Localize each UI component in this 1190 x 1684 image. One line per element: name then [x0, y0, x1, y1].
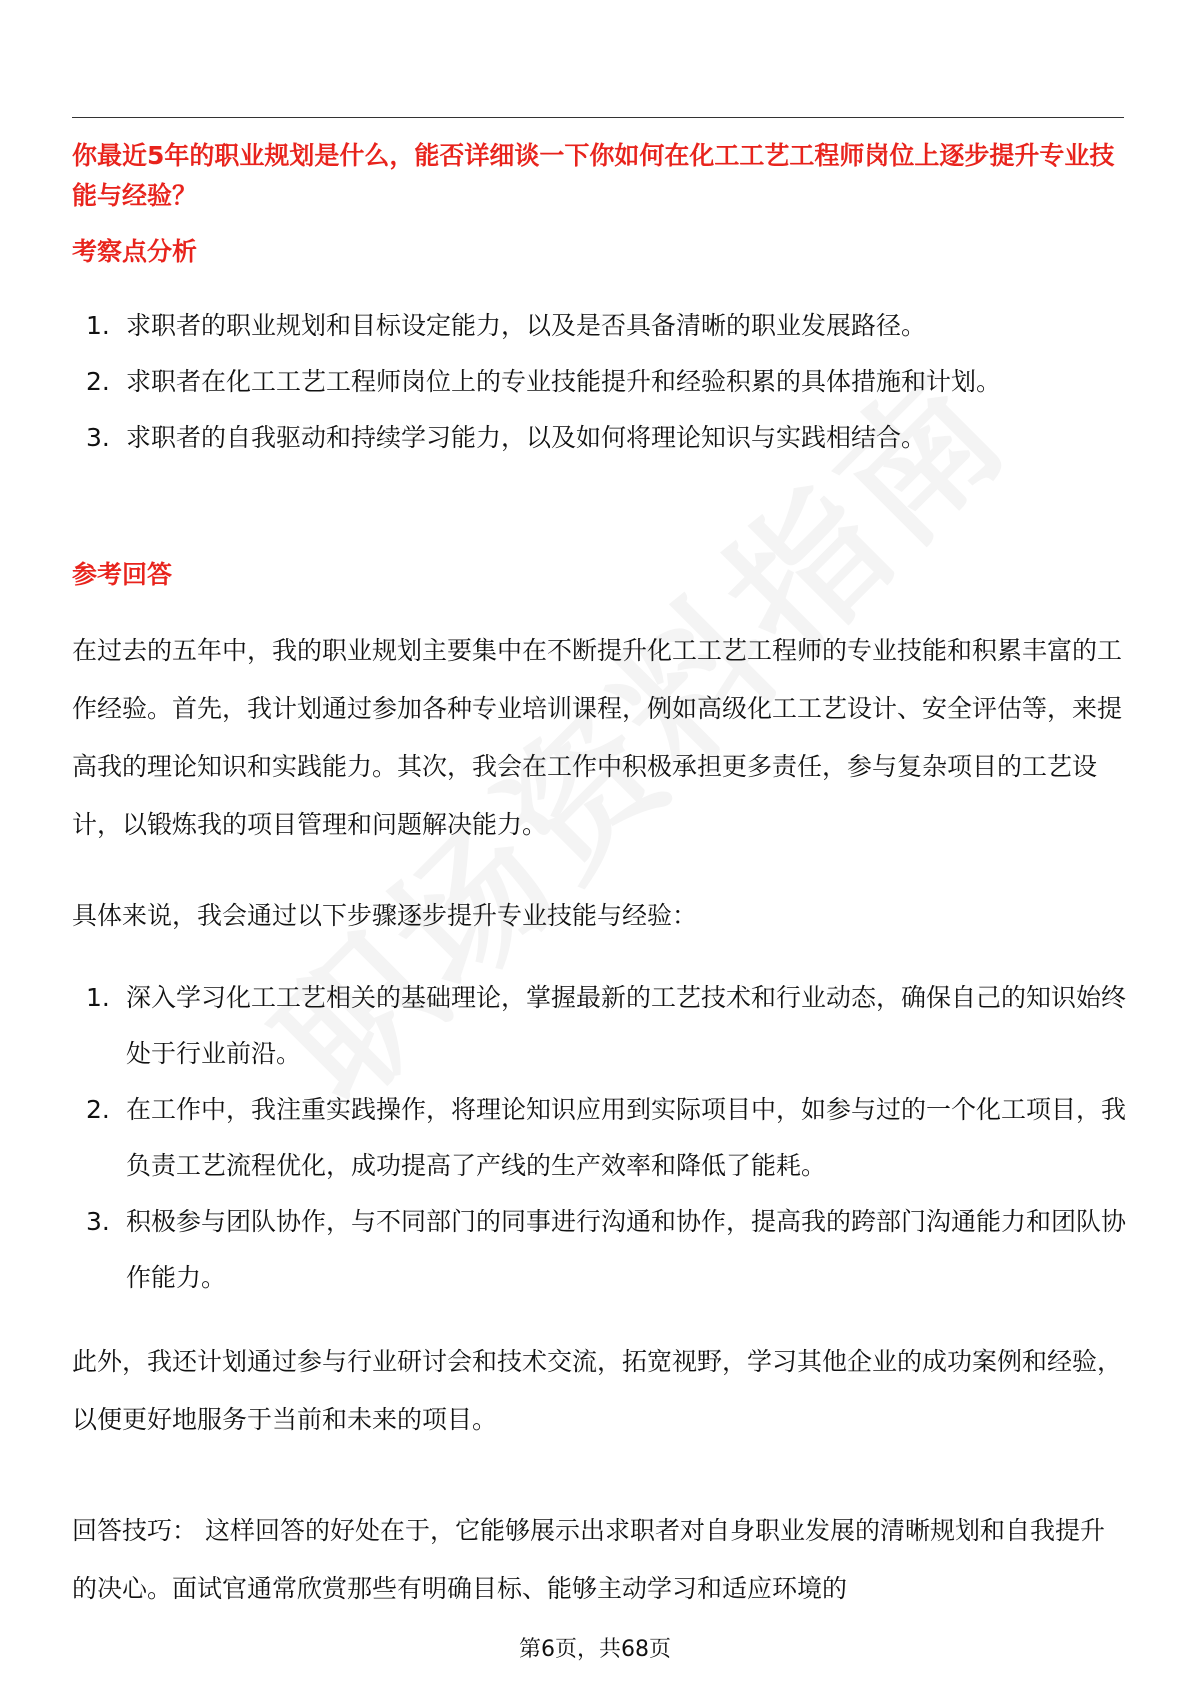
answer-heading: 参考回答 [72, 560, 173, 589]
list-item [72, 1082, 1132, 1194]
steps-list [72, 970, 1132, 1306]
list-item-text: 积极参与团队协作，与不同部门的同事进行沟通和协作，提高我的跨部门沟通能力和团队协作能力。 [126, 1207, 1127, 1292]
list-item [72, 1194, 1132, 1306]
list-item [72, 354, 1132, 410]
list-number: 1. [86, 311, 110, 340]
answer-paragraph-steps-lead: 具体来说，我会通过以下步骤逐步提升专业技能与经验： [72, 901, 698, 930]
answer-paragraph-intro: 在过去的五年中，我的职业规划主要集中在不断提升化工工艺工程师的专业技能和积累丰富的工作经验。首先，我计划通过参加各种专业培训课程，例如高级化工工艺设计、安全评估等，来提高我的理论知识和实践能力。其次，我会在工作中积极承担更多责任，参与复杂项目的工艺设计，以锻炼我的项目管理和问题解决能力。 [72, 636, 1123, 839]
answer-tips-paragraph: 回答技巧： 这样回答的好处在于，它能够展示出求职者对自身职业发展的清晰规划和自我提升的决心。面试官通常欣赏那些有明确目标、能够主动学习和适应环境的 [72, 1516, 1105, 1603]
list-number: 3. [86, 423, 110, 452]
list-item [72, 410, 1132, 466]
list-item-text: 在工作中，我注重实践操作，将理论知识应用到实际项目中，如参与过的一个化工项目，我负责工艺流程优化，成功提高了产线的生产效率和降低了能耗。 [126, 1095, 1127, 1180]
list-item-text: 求职者在化工工艺工程师岗位上的专业技能提升和经验积累的具体措施和计划。 [126, 367, 1002, 396]
list-item-text: 求职者的自我驱动和持续学习能力，以及如何将理论知识与实践相结合。 [126, 423, 927, 452]
analysis-list [72, 298, 1132, 466]
list-item-text: 深入学习化工工艺相关的基础理论，掌握最新的工艺技术和行业动态，确保自己的知识始终处于行业前沿。 [126, 983, 1127, 1068]
list-item [72, 970, 1132, 1082]
list-number: 3. [86, 1207, 110, 1236]
question-title: 你最近5年的职业规划是什么，能否详细谈一下你如何在化工工艺工程师岗位上逐步提升专业技能与经验？ [72, 141, 1115, 210]
page-number: 第6页，共68页 [519, 1637, 671, 1662]
analysis-heading: 考察点分析 [72, 237, 198, 266]
top-divider [72, 117, 1124, 118]
list-number: 1. [86, 983, 110, 1012]
list-number: 2. [86, 1095, 110, 1124]
list-item-text: 求职者的职业规划和目标设定能力，以及是否具备清晰的职业发展路径。 [126, 311, 927, 340]
list-item [72, 298, 1132, 354]
list-number: 2. [86, 367, 110, 396]
answer-paragraph-additional: 此外，我还计划通过参与行业研讨会和技术交流，拓宽视野，学习其他企业的成功案例和经验，以便更好地服务于当前和未来的项目。 [72, 1347, 1123, 1434]
